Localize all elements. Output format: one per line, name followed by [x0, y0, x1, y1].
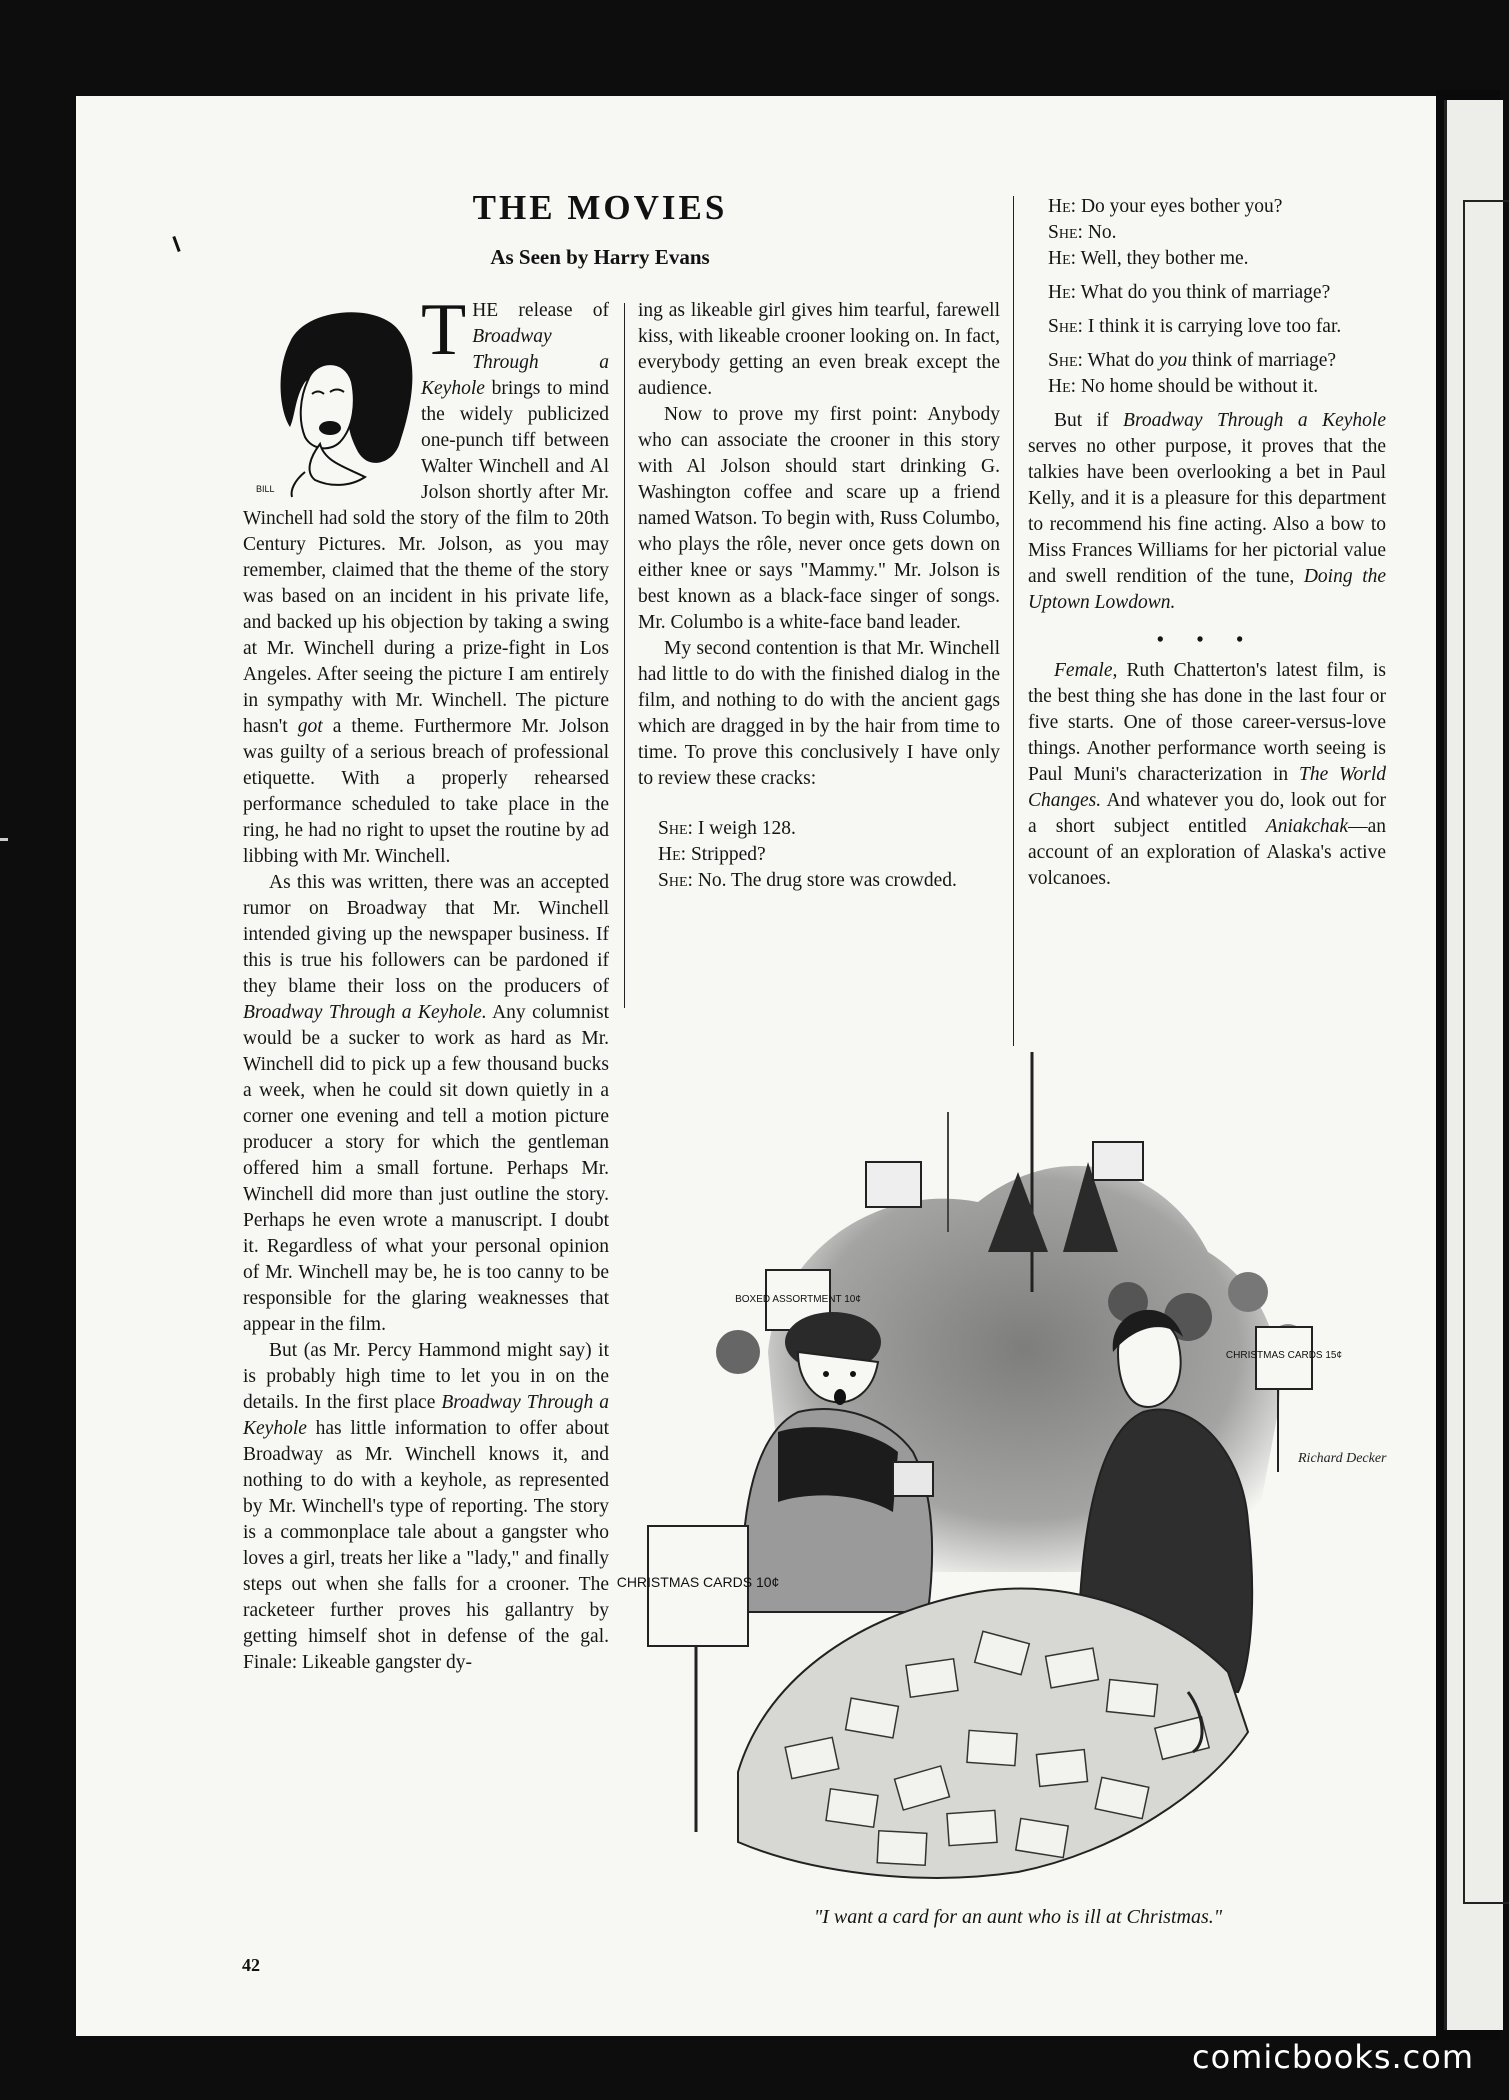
facing-page-edge [1436, 90, 1500, 2040]
cartoon-sign-left: CHRISTMAS CARDS 10¢ [616, 1574, 780, 1590]
cartoon-sign-back: BOXED ASSORTMENT 10¢ [735, 1294, 861, 1305]
paragraph: But if Broadway Through a Keyhole serves no other purpose, it proves that the talkies have been overlooking a bet in Paul Kelly, and it is a pleasure for this department to recommend his fine acting. Also a bow to Miss Frances Williams for her pictorial value and swell rendition of the tune, Doing the Uptown Lowdown. [1028, 410, 1387, 613]
cartoon-illustration [616, 1052, 1388, 1902]
page-number: 42 [242, 1955, 260, 1975]
cartoon-signature: Richard Decker [1298, 1451, 1387, 1466]
page-title: THE MOVIES [472, 188, 728, 227]
paragraph: ing as likeable girl gives him tearful, farewell kiss, with likeable crooner looking on. In fact, everybody getting an even break except the audience. [638, 300, 1000, 399]
dialog-block: He: Do your eyes bother you? She: No. He: Well, they bother me. He: What do you think of marriage? She: I think it is carrying love too far. She: What do you think of marriage? He: No home should be without it. [1048, 196, 1342, 397]
column-rule [624, 303, 625, 1008]
column-rule [1013, 196, 1014, 1046]
paragraph: As this was written, there was an accepted rumor on Broadway that Mr. Winchell intended giving up the newspaper business. If this is true his followers can be pardoned if they blame their loss on the producers of Broadway Through a Keyhole. Any columnist would be a sucker to work as hard as Mr. Winchell did to pick up a few thousand bucks a week, when he could sit down quietly in a corner one evening and tell a motion picture producer a story for which the gentleman offered him a small fortune. Perhaps Mr. Winchell did more than just outline the story. Perhaps he even wrote a manuscript. I doubt it. Regardless of what your personal opinion of Mr. Winchell may be, he is too canny to be responsible for the glaring weaknesses that appear in the film. [243, 872, 609, 1335]
cartoon-sign-right: CHRISTMAS CARDS 15¢ [1225, 1350, 1343, 1361]
paragraph: Female, Ruth Chatterton's latest film, is the best thing she has done in the last four or five starts. One of those career-versus-love things. Another performance worth seeing is Paul Muni's characterization in The World Changes. And whatever you do, look out for a short subject entitled Aniakchak—an account of an exploration of Alaska's active volcanoes. [1028, 660, 1387, 889]
caricature-signature: BILL [256, 484, 275, 494]
drop-cap: T [421, 289, 467, 371]
paragraph: My second contention is that Mr. Winchell had little to do with the finished dialog in the film, and nothing to do with the ancient gags which are dragged in by the hair from time to time. To prove this conclusively I have only to review these cracks: [638, 638, 1000, 789]
paragraph: But (as Mr. Percy Hammond might say) it is probably high time to let you in on the details. In the first place Broadway Through a Keyhole has little information to offer about Broadway as Mr. Winchell knows it, and nothing to do with a keyhole, as represented by Mr. Winchell's type of reporting. The story is a commonplace tale about a gangster who loves a girl, treats her like a "lady," and finally steps out when she falls for a crooner. The racketeer further proves his gallantry by getting himself shot in defense of the gal. Finale: Likeable gangster dy- [243, 1340, 610, 1673]
paragraph: Now to prove my first point: Anybody who can associate the crooner in this story with Al Jolson should start drinking G. Washington coffee and scare up a friend named Watson. To begin with, Russ Columbo, who plays the rôle, never once gets down on either knee or says "Mammy." Mr. Jolson is best known as a black-face singer of songs. Mr. Columbo is a white-face band leader. [638, 404, 1000, 633]
article-column-3 [1028, 194, 1386, 892]
article-column-2 [638, 298, 1000, 894]
article-column-1: THE release of Broadway Through a Keyhole brings to mind the widely publicized one-punch tiff between Walter Winchell and Al Jolson shortly after Mr. Winchell had sold the story of the film to 20th Century Pictures. Mr. Jolson, as you may remember, claimed that the theme of the story was based on an incident in his private life, and backed up his objection by taking a swing at Mr. Winchell during a prize-fight in Los Angeles. After seeing the picture I am entirely in sympathy with Mr. Winchell. The picture hasn't got a theme. Furthermore Mr. Jolson was guilty of a serious breach of professional etiquette. With a properly rehearsed performance scheduled to take place in the ring, he had no right to upset the routine by ad libbing with Mr. Winchell. As this was written, there was an accepted rumor on Broadway that Mr. Winchell intended giving up the newspaper business. If this is true his followers can be pardoned if they blame their loss on the producers of Broadway Through a Keyhole. Any columnist would be a sucker to work as hard as Mr. Winchell did to pick up a few thousand bucks a week, when he could sit down quietly in a corner one evening and tell a motion picture producer a story for which the gentleman offered him a small fortune. Perhaps Mr. Winchell did more than just outline the story. Perhaps he even wrote a manuscript. I doubt it. Regardless of what your personal opinion of Mr. Winchell may be, he is too canny to be responsible for the glaring weaknesses that appear in the film. But (as Mr. Percy Hammond might say) it is probably high time to let you in on the details. In the first place Broadway Through a Keyhole has little information to offer about Broadway as Mr. Winchell knows it, and nothing to do with a keyhole, as represented by Mr. Winchell's type of reporting. The story is a commonplace tale about a gangster who loves a girl, treats her like a "lady," and finally steps out when she falls for a crooner. The racketeer further proves his gallantry by getting himself shot in defense of the gal. Finale: Likeable gangster dy- [243, 298, 609, 1676]
cartoon-caption: "I want a card for an aunt who is ill at Christmas." [813, 1906, 1223, 1928]
scan-mark [0, 838, 8, 841]
dialog-block: She: I weigh 128. He: Stripped? She: No. The drug store was crowded. [658, 818, 957, 891]
watermark: comicbooks.com [1191, 2038, 1474, 2076]
byline: As Seen by Harry Evans [490, 245, 710, 269]
section-divider: • • • [1156, 630, 1258, 651]
